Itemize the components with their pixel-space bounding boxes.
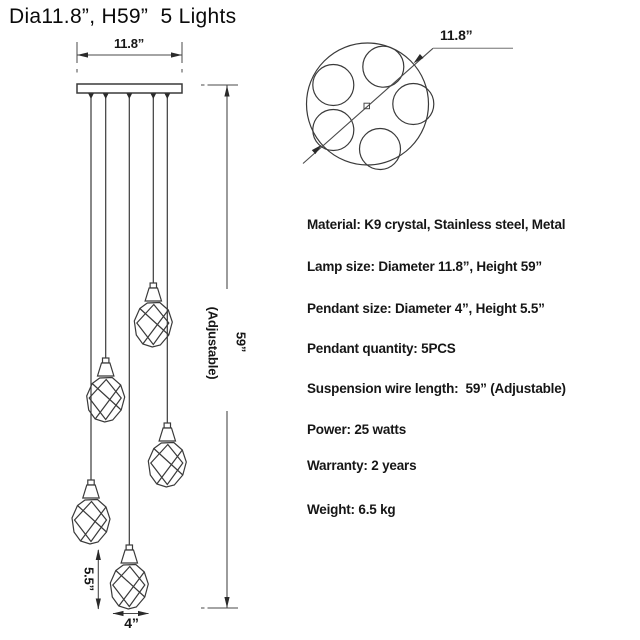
crystal-pendant <box>72 480 110 544</box>
wire-connector <box>151 94 157 100</box>
lamp-position-circle <box>393 84 434 125</box>
crystal-pendant <box>110 545 148 609</box>
wire-connector <box>103 94 109 100</box>
lamp-position-circle <box>313 110 354 151</box>
diameter-line <box>303 48 433 163</box>
top-view-diameter-label: 11.8” <box>440 27 473 43</box>
overall-height-note: (Adjustable) <box>205 306 220 379</box>
wire-connector <box>88 94 94 100</box>
spec-lamp-size: Lamp size: Diameter 11.8”, Height 59” <box>307 259 542 274</box>
page-title: Dia11.8”, H59” 5 Lights <box>9 5 237 28</box>
spec-warranty: Warranty: 2 years <box>307 458 417 473</box>
wire-connector <box>165 94 171 100</box>
canopy-width-label: 11.8” <box>113 36 145 51</box>
spec-power: Power: 25 watts <box>307 422 407 437</box>
top-view <box>303 43 513 170</box>
spec-pendant-quantity: Pendant quantity: 5PCS <box>307 341 456 356</box>
lamp-position-circle <box>313 65 354 106</box>
pendant-diameter-label: 4” <box>124 614 139 631</box>
lamp-position-circle <box>363 46 404 87</box>
spec-weight: Weight: 6.5 kg <box>307 502 396 517</box>
crystal-pendant <box>134 283 172 347</box>
suspension-wires <box>91 94 167 546</box>
wire-connector <box>127 94 133 100</box>
ceiling-canopy <box>77 84 182 99</box>
spec-pendant-size: Pendant size: Diameter 4”, Height 5.5” <box>307 301 545 316</box>
spec-suspension-length: Suspension wire length: 59” (Adjustable) <box>307 381 566 396</box>
crystal-pendant <box>87 358 125 422</box>
spec-material: Material: K9 crystal, Stainless steel, Metal <box>307 217 566 232</box>
overall-height-label: 59” <box>233 331 248 352</box>
crystal-pendant <box>148 423 186 487</box>
pendant-height-label: 5.5” <box>81 566 96 591</box>
